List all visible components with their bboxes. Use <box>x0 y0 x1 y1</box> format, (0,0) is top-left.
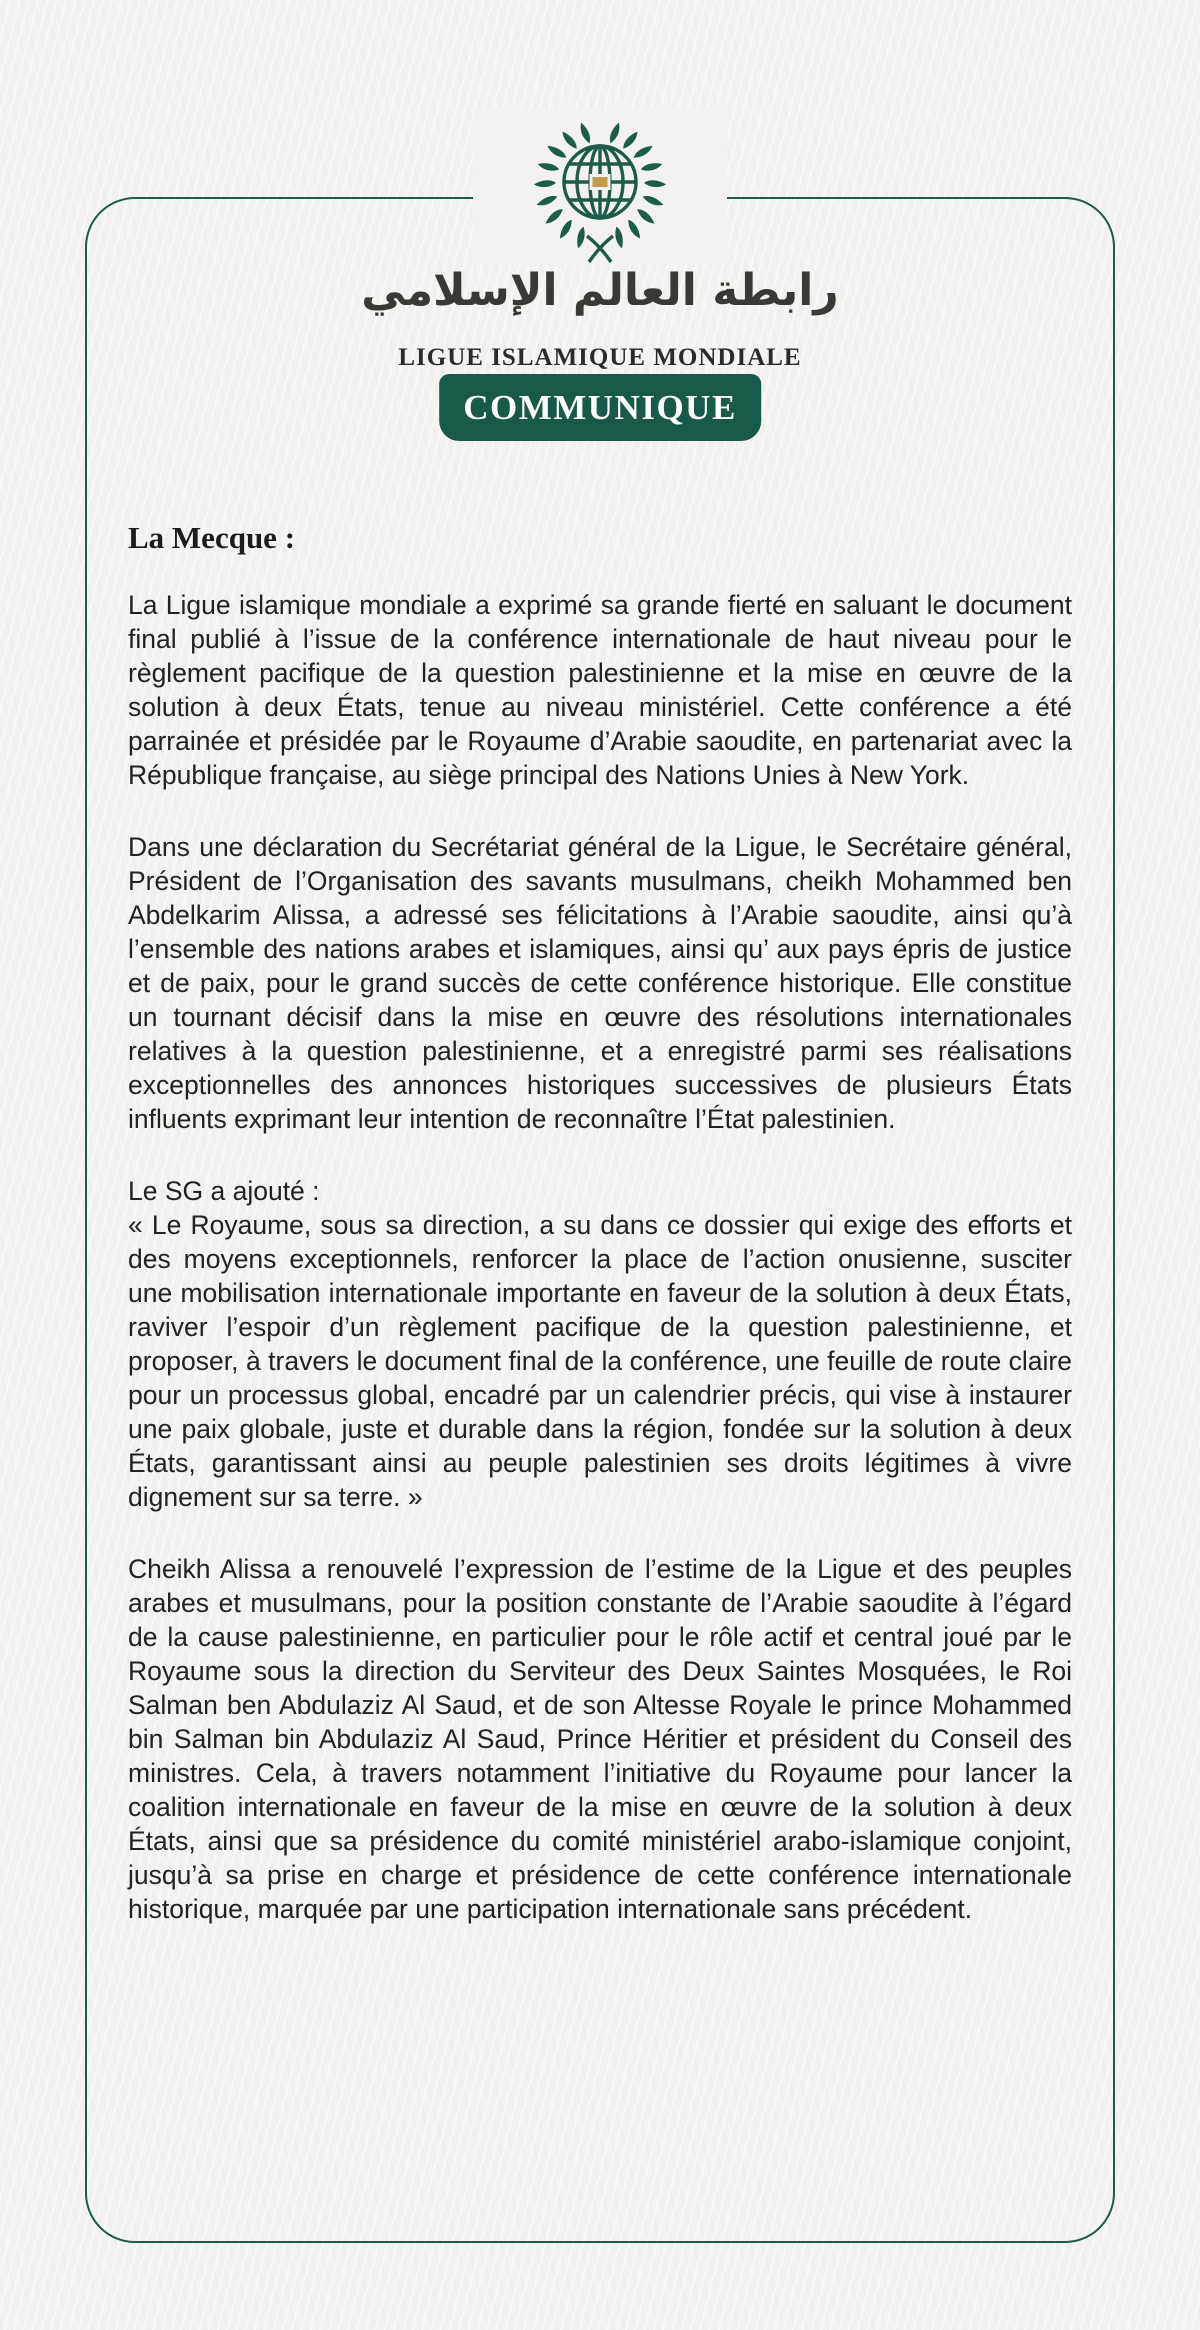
org-name-arabic: رابطة العالم الإسلامي <box>361 265 839 316</box>
paragraph-4: Cheikh Alissa a renouvelé l’expression de l’estime de la Ligue et des peuples arabes et musulmans, pour la position constante de l’Arabie saoudite à l’égard de la cause palestinienne, en particulier pour le rôle actif et central joué par le Royaume sous la direction du Serviteur des Deux Saintes Mosquées, le Roi Salman ben Abdulaziz Al Saud, et de son Altesse Royale le prince Mohammed bin Salman bin Abdulaziz Al Saud, Prince Héritier et président du Conseil des ministres. Cela, à travers notamment l’initiative du Royaume pour lancer la coalition internationale en faveur de la mise en œuvre de la solution à deux États, ainsi que sa présidence du comité ministériel arabo-islamique conjoint, jusqu’à sa prise en charge et présidence de cette conférence internationale historique, marquée par une participation internationale sans précédent. <box>128 1554 1072 1924</box>
kaaba-band-icon <box>591 176 609 189</box>
paragraph-2: Dans une déclaration du Secrétariat général de la Ligue, le Secrétaire général, Président de l’Organisation des savants musulmans, cheikh Mohammed ben Abdelkarim Alissa, a adressé ses félicitations à l’Arabie saoudite, ainsi qu’à l’ensemble des nations arabes et islamiques, ainsi qu’ aux pays épris de justice et de paix, pour le grand succès de cette conférence historique. Elle constitue un tournant décisif dans la mise en œuvre des résolutions internationales relatives à la question palestinienne, et a enregistré parmi ses réalisations exceptionnelles des annonces historiques successives de plusieurs États influents exprimant leur intention de reconnaître l’État palestinien. <box>128 832 1072 1134</box>
paragraph-1: La Ligue islamique mondiale a exprimé sa grande fierté en saluant le document final publié à l’issue de la conférence internationale de haut niveau pour le règlement pacifique de la question palestinienne et la mise en œuvre de la solution à deux États, tenue au niveau ministériel. Cette conférence a été parrainée et présidée par le Royaume d’Arabie saoudite, en partenariat avec la République française, au siège principal des Nations Unies à New York. <box>128 590 1072 790</box>
communique-body <box>128 520 1072 1964</box>
sg-intro: Le SG a ajouté : <box>128 1176 320 1206</box>
communique-badge: COMMUNIQUE <box>439 374 761 441</box>
org-name-latin: LIGUE ISLAMIQUE MONDIALE <box>398 344 802 371</box>
dateline: La Mecque : <box>128 520 296 555</box>
sg-quote: « Le Royaume, sous sa direction, a su dans ce dossier qui exige des efforts et des moyens exceptionnels, renforcer la place de l’action onusienne, susciter une mobilisation internationale importante en faveur de la solution à deux États, raviver l’espoir d’un règlement pacifique de la question palestinienne, et proposer, à travers le document final de la conférence, une feuille de route claire pour un processus global, encadré par un calendrier précis, qui vise à instaurer une paix globale, juste et durable dans la région, fondée sur la solution à deux États, garantissant ainsi au peuple palestinien ses droits légitimes à vivre dignement sur sa terre. » <box>128 1210 1072 1512</box>
muslim-world-league-emblem-icon <box>520 120 680 267</box>
